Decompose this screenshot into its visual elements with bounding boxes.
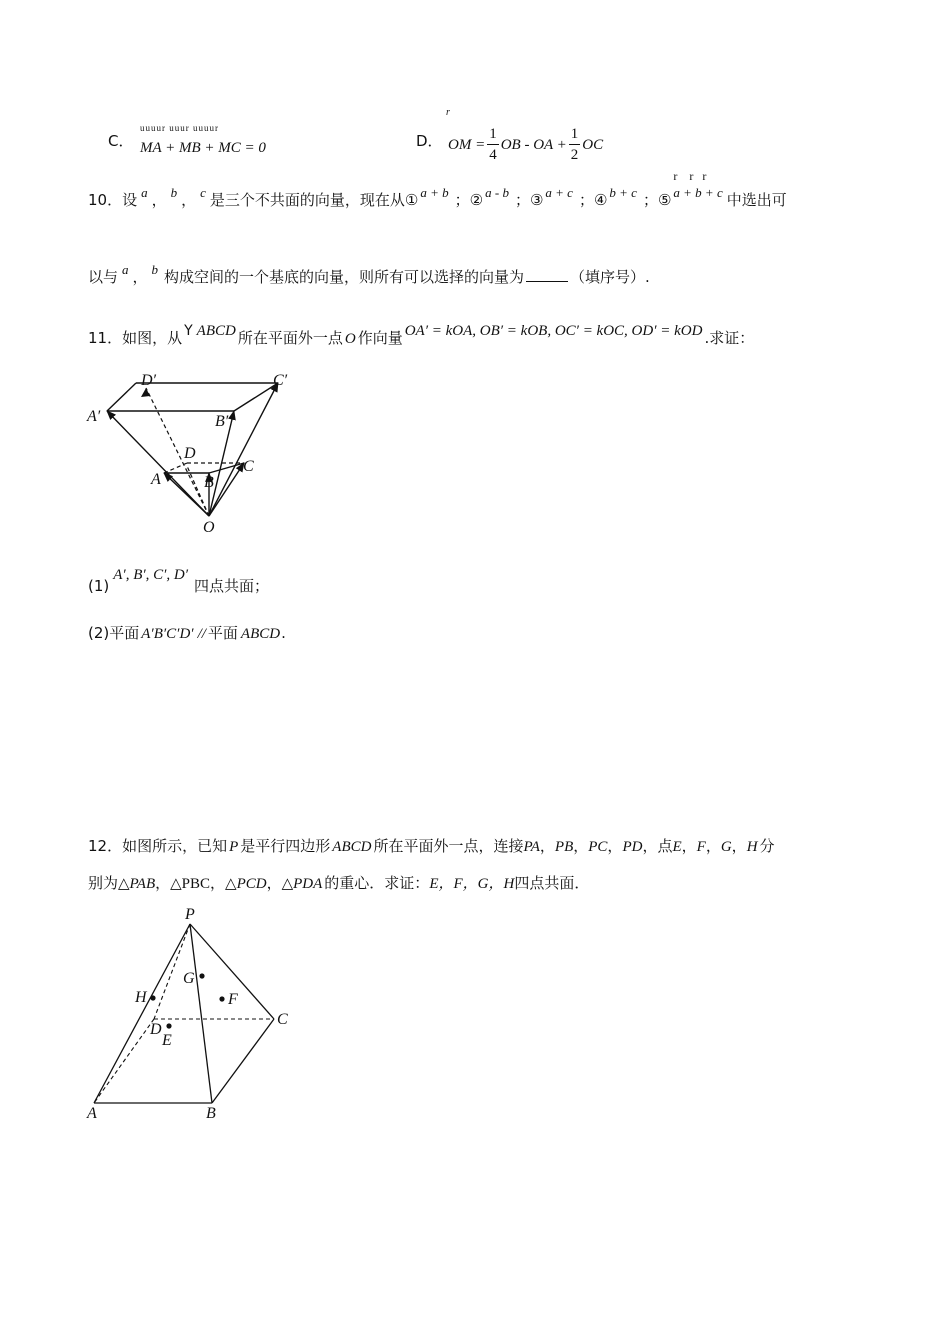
- q12-label-h: H: [135, 989, 147, 1006]
- q9-option-c-expr: MA + MB + MC = 0: [140, 140, 266, 156]
- q12-label-b: B: [206, 1105, 216, 1122]
- q10-answer-blank: [526, 267, 568, 282]
- q10-vec-a: a: [141, 185, 148, 200]
- q11-vector-oc1: [209, 383, 278, 516]
- q12-text3: 所在平面外一点，连接: [373, 837, 524, 855]
- q10-line2-a: a: [122, 262, 129, 277]
- q10-line2-comma: ，: [132, 268, 148, 286]
- q11-figure: [84, 366, 299, 538]
- q11-edge-d1a1: [107, 383, 136, 411]
- q12-point-e: [166, 1023, 171, 1028]
- q12-edge-pa: [94, 924, 190, 1103]
- q12-line2-points: E，F，G，H: [429, 876, 515, 892]
- q10-opt5: [673, 169, 723, 211]
- q12-tri4: △PDA: [281, 876, 323, 892]
- q11-edge-ad: [164, 463, 187, 473]
- q12-tri1: △PAB: [118, 876, 156, 892]
- q11-sub2-text2: 平面: [207, 624, 238, 642]
- q9-d-mid: OB - OA +: [500, 136, 567, 153]
- q12-point-h: [150, 995, 155, 1000]
- q9-d-frac2-num: 1: [569, 124, 581, 145]
- q11-label-c1: C′: [273, 372, 288, 389]
- q11-label-b: B: [204, 474, 214, 491]
- q11-arrowhead-d1: [141, 388, 150, 397]
- q12-label-a: A: [87, 1105, 97, 1122]
- q12-label-e: E: [162, 1032, 172, 1049]
- q10-opt1: a + b: [420, 185, 449, 200]
- q10-line2-b: b: [151, 262, 159, 277]
- q12-edge-pb: [190, 924, 212, 1103]
- q11-sub2-plane1: A′B′C′D′: [141, 626, 194, 642]
- q10-sep1: ；②: [454, 191, 484, 209]
- q12-line2-mid: 的重心．求证：: [324, 874, 430, 892]
- q11-sub2-end: .: [281, 624, 286, 642]
- q11-text3: 作向量: [357, 329, 403, 347]
- q12-text5: 分: [759, 837, 775, 855]
- q11-parallelogram-symbol: Y: [184, 323, 193, 339]
- q12-tri3: △PCD: [225, 876, 267, 892]
- q10-sep4: ；⑤: [642, 191, 672, 209]
- q11-label-d1: D′: [141, 372, 157, 389]
- q11-text1: 如图，从: [122, 329, 183, 347]
- q12-line1: 12． 如图所示，已知 P 是平行四边形 ABCD 所在平面外一点，连接 PA ， PB ， PC ， PD ，点 E ， F ， G ， H 分: [88, 837, 775, 855]
- q12-point-g: [199, 973, 204, 978]
- q12-number: 12．: [88, 837, 123, 855]
- q11-label-d: D: [184, 445, 196, 462]
- q10-comma1: ，: [151, 191, 167, 209]
- q12-line2-end: 四点共面．: [514, 874, 590, 892]
- q12-pb: PB: [554, 839, 574, 855]
- q11-label-a1: A′: [87, 408, 101, 425]
- q11-text2: 所在平面外一点: [237, 329, 343, 347]
- q12-label-d: D: [150, 1021, 162, 1038]
- q10-opt5-arrows: r r r: [673, 169, 707, 183]
- q11-sub1-points: A′, B′, C′, D′: [113, 567, 189, 583]
- q10-vec-c: c: [200, 185, 206, 200]
- q9-d-right: OC: [582, 136, 604, 153]
- q9-option-d-expr: [448, 124, 603, 165]
- q11-text4: .求证：: [704, 329, 755, 347]
- q9-option-d-label: D．: [416, 132, 443, 150]
- q10-sep2: ；③: [514, 191, 544, 209]
- q10-line2-start: 以与: [88, 268, 119, 286]
- q10-opt5-expr: a + b + c: [673, 185, 723, 200]
- q12-g: G: [720, 839, 732, 855]
- q12-label-p: P: [185, 906, 195, 923]
- q9-d-frac2: [569, 124, 581, 165]
- q12-edge-da: [94, 1019, 154, 1103]
- q11-abcd: ABCD: [196, 323, 236, 339]
- q9-option-c-label: C．: [108, 132, 134, 150]
- q12-label-f: F: [228, 991, 238, 1008]
- q10-number: 10．: [88, 191, 123, 209]
- q12-figure: [82, 904, 297, 1124]
- q12-tri2: △PBC: [170, 876, 211, 892]
- q11-vector-od1: [146, 388, 209, 516]
- q11-sub2-num: (2): [88, 624, 110, 642]
- q10-line2-end: （填序号）.: [570, 268, 650, 286]
- q10-text2: 是三个不共面的向量，现在从①: [209, 191, 419, 209]
- q10-opt4: b + c: [609, 185, 637, 200]
- q9-d-frac1-den: 4: [489, 147, 497, 163]
- q10-vec-b: b: [170, 185, 178, 200]
- q11-number: 11．: [88, 329, 123, 347]
- q11-vector-oa: [164, 473, 209, 516]
- q11-sub2: [88, 623, 286, 644]
- q9-d-left: OM =: [448, 136, 486, 153]
- q11-sub1-num: (1): [88, 577, 110, 595]
- q10-line1: [88, 169, 787, 211]
- q12-edge-bc: [212, 1019, 274, 1103]
- q11-sub1-text: 四点共面；: [194, 577, 270, 595]
- q10-opt2: a - b: [485, 185, 509, 200]
- q10-opt3: a + c: [545, 185, 573, 200]
- q11-label-a: A: [151, 471, 161, 488]
- q9-d-frac1-num: 1: [487, 124, 499, 145]
- q11-label-o: O: [203, 519, 215, 536]
- q12-pc: PC: [588, 839, 608, 855]
- q12-label-c: C: [277, 1011, 288, 1028]
- q9-d-frac2-den: 2: [570, 147, 579, 163]
- q10-comma2: ，: [181, 191, 197, 209]
- q11-vector-oa1: [107, 411, 209, 516]
- q12-p: P: [229, 839, 239, 855]
- q9-d-frac1: [487, 124, 499, 165]
- q11-sub2-plane2: ABCD: [240, 626, 281, 642]
- q11-sub2-text1: 平面: [109, 624, 140, 642]
- q10-text1: 设: [122, 191, 138, 209]
- q11-label-b1: B′: [215, 413, 229, 430]
- q12-text2: 是平行四边形: [240, 837, 331, 855]
- q10-line2: [88, 262, 650, 288]
- q12-line2-start: 别为: [88, 874, 119, 892]
- q12-text4: ，点: [642, 837, 673, 855]
- q11-label-c: C: [243, 458, 254, 475]
- q12-f: F: [696, 839, 706, 855]
- q11-sub1: [88, 567, 270, 597]
- q10-text3: 中选出可: [726, 191, 787, 209]
- q12-pa: PA: [523, 839, 540, 855]
- q12-point-f: [219, 996, 224, 1001]
- q11-o: O: [344, 331, 356, 347]
- q9-option-d-mark: r: [446, 107, 450, 118]
- q11-expr: OA′ = kOA, OB′ = kOB, OC′ = kOC, OD′ = kOD: [404, 323, 703, 339]
- q12-e: E: [672, 839, 682, 855]
- q11-line1: [88, 323, 755, 349]
- q9-option-c-arrows: uuuur uuur uuuur: [140, 123, 219, 133]
- q12-text1: 如图所示，已知: [122, 837, 228, 855]
- q12-h: H: [746, 839, 758, 855]
- q12-label-g: G: [183, 970, 195, 987]
- q10-sep3: ；④: [578, 191, 608, 209]
- q12-abcd: ABCD: [332, 839, 372, 855]
- q11-sub2-parallel: //: [197, 626, 206, 642]
- q12-line2: 别为 △PAB ， △PBC ， △PCD ， △PDA 的重心．求证： E，F，G，H 四点共面．: [88, 874, 590, 892]
- q10-line2-text: 构成空间的一个基底的向量，则所有可以选择的向量为: [164, 268, 525, 286]
- q12-pd: PD: [622, 839, 643, 855]
